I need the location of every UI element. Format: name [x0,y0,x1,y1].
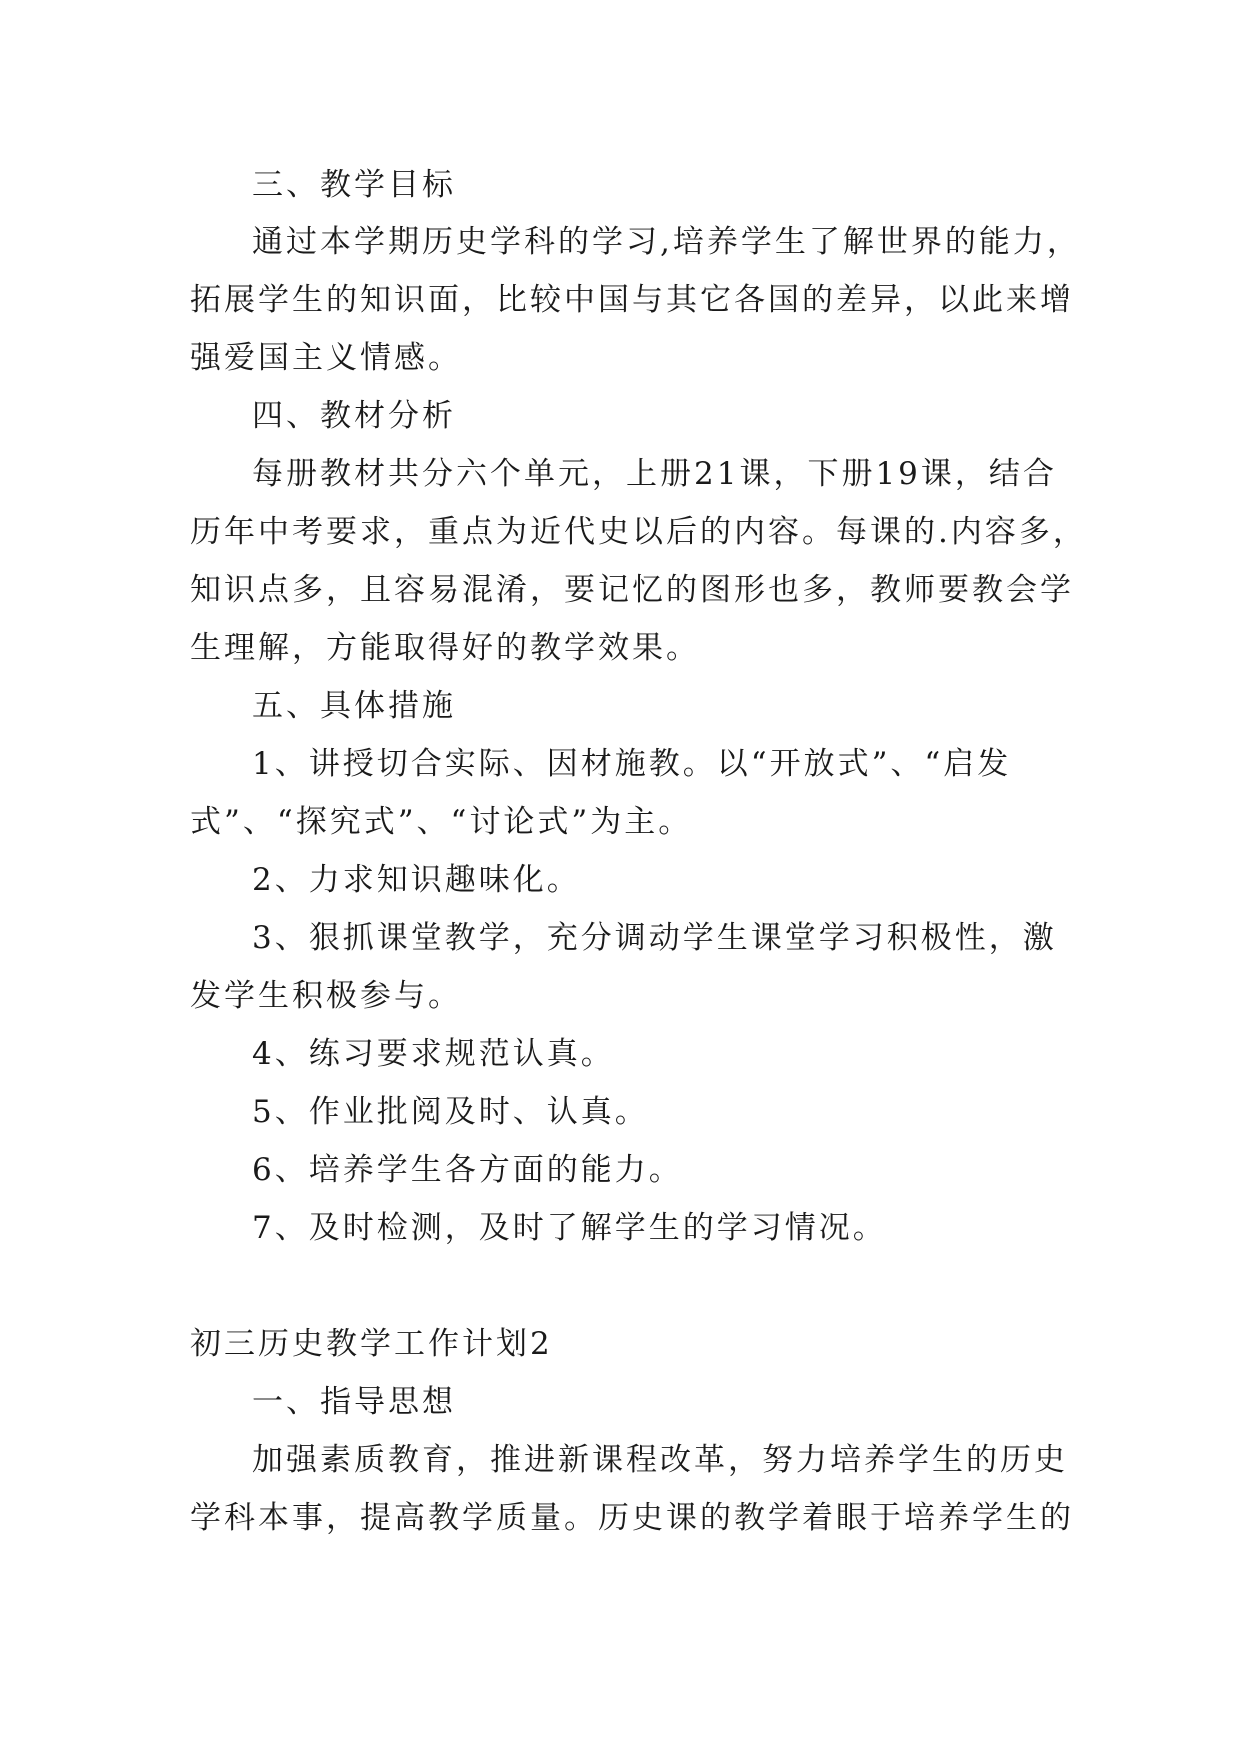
section-heading-teaching-goals: 三、教学目标 [252,167,456,203]
paragraph-line: 生理解，方能取得好的教学效果。 [190,630,700,666]
paragraph-line: 知识点多，且容易混淆，要记忆的图形也多，教师要教会学 [190,572,1074,608]
paragraph-line: 强爱国主义情感。 [190,340,462,376]
list-item-continuation: 式”、“探究式”、“讨论式”为主。 [190,804,693,840]
section-heading-textbook-analysis: 四、教材分析 [252,398,456,434]
document-title: 初三历史教学工作计划2 [190,1326,553,1362]
list-item: 6、培养学生各方面的能力。 [252,1152,683,1188]
paragraph-line: 学科本事，提高教学质量。历史课的教学着眼于培养学生的 [190,1500,1074,1536]
paragraph-line: 加强素质教育，推进新课程改革，努力培养学生的历史 [252,1442,1068,1478]
list-item: 1、讲授切合实际、因材施教。以“开放式”、“启发 [252,746,1012,782]
section-heading-guiding-thought: 一、指导思想 [252,1384,456,1420]
paragraph-line: 通过本学期历史学科的学习,培养学生了解世界的能力， [252,224,1081,260]
paragraph-line: 历年中考要求，重点为近代史以后的内容。每课的.内容多， [190,514,1087,550]
list-item: 7、及时检测，及时了解学生的学习情况。 [252,1210,887,1246]
list-item: 5、作业批阅及时、认真。 [252,1094,649,1130]
section-heading-measures: 五、具体措施 [252,688,456,724]
paragraph-line: 每册教材共分六个单元，上册21课，下册19课，结合 [252,456,1057,492]
list-item: 4、练习要求规范认真。 [252,1036,615,1072]
list-item: 2、力求知识趣味化。 [252,862,581,898]
list-item: 3、狠抓课堂教学，充分调动学生课堂学习积极性，激 [252,920,1057,956]
paragraph-line: 拓展学生的知识面，比较中国与其它各国的差异，以此来增 [190,282,1074,318]
list-item-continuation: 发学生积极参与。 [190,978,462,1014]
